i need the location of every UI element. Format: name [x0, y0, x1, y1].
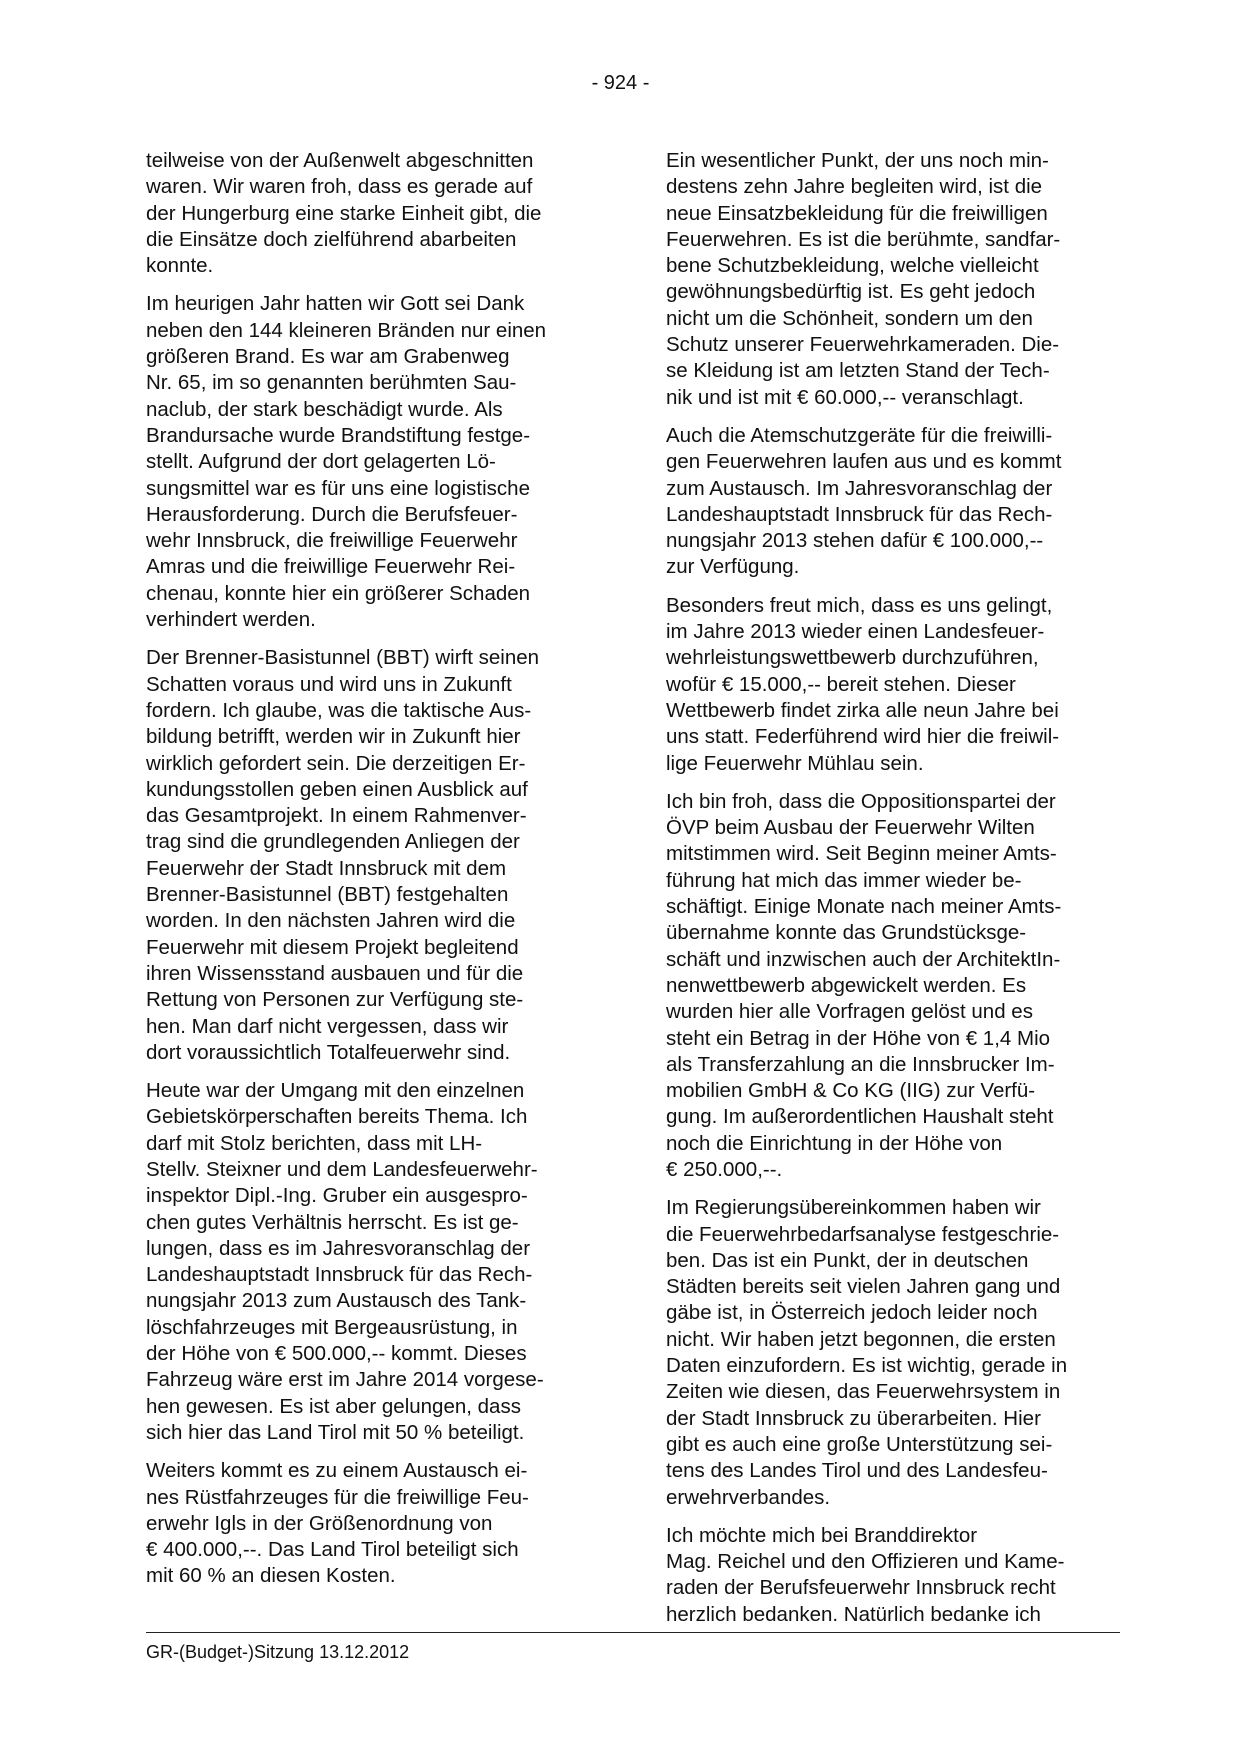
- paragraph: teilweise von der Außenwelt abgeschnitten waren. Wir waren froh, dass es gerade auf der Hungerburg eine starke Einheit gibt, die die Einsätze doch zielführend abarbeiten konnte.: [146, 149, 542, 278]
- paragraph: Besonders freut mich, dass es uns gelingt, im Jahre 2013 wieder einen Landesfeuer- wehrleistungswettbewerb durchzuführen, wofür € 15.000,-- bereit stehen. Dieser Wettbewerb findet zirka alle neun Jahre bei uns statt. Federführend wird hier die freiwil- lige Feuerwehr Mühlau sein.: [666, 593, 1060, 775]
- paragraph: Heute war der Umgang mit den einzelnen Gebietskörperschaften bereits Thema. Ich darf mit Stolz berichten, dass mit LH- Stellv. Steixner und dem Landesfeuerwehr- inspektor Dipl.-Ing. Gruber ein ausgespro- chen gutes Verhältnis herrscht. Es ist ge- lungen, dass es im Jahresvoranschlag der Landeshauptstadt Innsbruck für das Rech- nungsjahr 2013 zum Austausch des Tank- löschfahrzeuges mit Bergeausrüstung, in der Höhe von € 500.000,-- kommt. Dieses Fahrzeug wäre erst im Jahre 2014 vorgese- hen gewesen. Es ist aber gelungen, dass sich hier das Land Tirol mit 50 % beteiligt.: [146, 1079, 544, 1444]
- paragraph: Ich bin froh, dass die Oppositionspartei der ÖVP beim Ausbau der Feuerwehr Wilten mitstimmen wird. Seit Beginn meiner Amts- führung hat mich das immer wieder be- schäftigt. Einige Monate nach meiner Amts- übernahme konnte das Grundstücksge- schäft und inzwischen auch der ArchitektIn- nenwettbewerb abgewickelt werden. Es wurden hier alle Vorfragen gelöst und es steht ein Betrag in der Höhe von € 1,4 Mio als Transferzahlung an die Innsbrucker Im- mobilien GmbH & Co KG (IIG) zur Verfü- gung. Im außerordentlichen Haushalt steht noch die Einrichtung in der Höhe von € 250.000,--.: [666, 789, 1062, 1181]
- paragraph: Der Brenner-Basistunnel (BBT) wirft seinen Schatten voraus und wird uns in Zukunft fordern. Ich glaube, was die taktische Aus- bildung betrifft, werden wir in Zukunft hier wirklich gefordert sein. Die derzeitigen Er- kundungsstollen geben einen Ausblick auf das Gesamtprojekt. In einem Rahmenver- trag sind die grundlegenden Anliegen der Feuerwehr der Stadt Innsbruck mit dem Brenner-Basistunnel (BBT) festgehalten worden. In den nächsten Jahren wird die Feuerwehr mit diesem Projekt begleitend ihren Wissensstand ausbauen und für die Rettung von Personen zur Verfügung ste- hen. Man darf nicht vergessen, dass wir dort voraussichtlich Totalfeuerwehr sind.: [146, 646, 540, 1064]
- paragraph: Weiters kommt es zu einem Austausch ei- nes Rüstfahrzeuges für die freiwillige Feu- erwehr Igls in der Größenordnung von € 400.000,--. Das Land Tirol beteiligt sich mit 60 % an diesen Kosten.: [146, 1459, 529, 1588]
- paragraph: Auch die Atemschutzgeräte für die freiwilli- gen Feuerwehren laufen aus und es kommt zum Austausch. Im Jahresvoranschlag der Landeshauptstadt Innsbruck für das Rech- nungsjahr 2013 stehen dafür € 100.000,-- zur Verfügung.: [666, 423, 1062, 579]
- paragraph: Im Regierungsübereinkommen haben wir die Feuerwehrbedarfsanalyse festgeschrie- ben. Das ist ein Punkt, der in deutschen Städten bereits seit vielen Jahren gang und gäbe ist, in Österreich jedoch leider noch nicht. Wir haben jetzt begonnen, die ersten Daten einzufordern. Es ist wichtig, gerade in Zeiten wie diesen, das Feuerwehrsystem in der Stadt Innsbruck zu überarbeiten. Hier gibt es auch eine große Unterstützung sei- tens des Landes Tirol und des Landesfeu- erwehrverbandes.: [666, 1196, 1068, 1509]
- right-column: [666, 148, 1111, 1640]
- paragraph: Ein wesentlicher Punkt, der uns noch min- destens zehn Jahre begleiten wird, ist die neue Einsatzbekleidung für die freiwilligen Feuerwehren. Es ist die berühmte, sandfar- bene Schutzbekleidung, welche vielleicht gewöhnungsbedürftig ist. Es geht jedoch nicht um die Schönheit, sondern um den Schutz unserer Feuerwehrkameraden. Die- se Kleidung ist am letzten Stand der Tech- nik und ist mit € 60.000,-- veranschlagt.: [666, 149, 1061, 409]
- paragraph: Ich möchte mich bei Branddirektor Mag. Reichel und den Offizieren und Kame- raden der Berufsfeuerwehr Innsbruck recht herzlich bedanken. Natürlich bedanke ich: [666, 1523, 1065, 1626]
- footer-divider: [146, 1632, 1120, 1633]
- paragraph: Im heurigen Jahr hatten wir Gott sei Dank neben den 144 kleineren Bränden nur einen größeren Brand. Es war am Grabenweg Nr. 65, im so genannten berühmten Sau- naclub, der stark beschädigt wurde. Als Brandursache wurde Brandstiftung festge- stellt. Aufgrund der dort gelagerten Lö- sungsmittel war es für uns eine logistische Herausforderung. Durch die Berufsfeuer- wehr Innsbruck, die freiwillige Feuerwehr Amras und die freiwillige Feuerwehr Rei- chenau, konnte hier ein größerer Schaden verhindert werden.: [146, 292, 547, 632]
- page-number: - 924 -: [591, 72, 650, 94]
- footer-text: GR-(Budget-)Sitzung 13.12.2012: [146, 1642, 410, 1662]
- left-column: [146, 148, 591, 1602]
